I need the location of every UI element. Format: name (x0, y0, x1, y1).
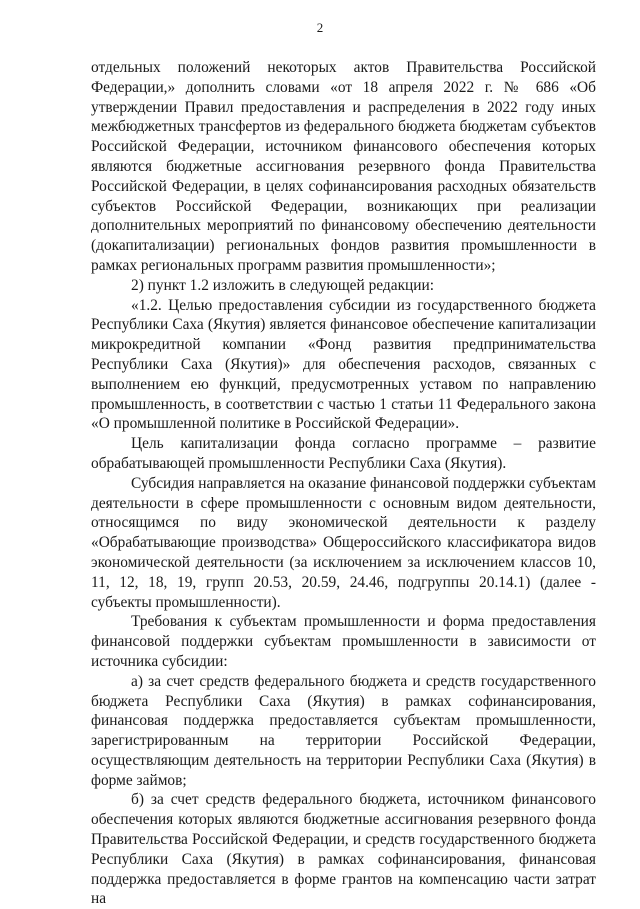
paragraph-item-2: 2) пункт 1.2 изложить в следующей редакции: (131, 276, 435, 294)
page-number: 2 (316, 20, 324, 35)
paragraph-clause-1-2: «1.2. Целью предоставления субсидии из государственного бюджета Республики Саха (Якутия) является финансовое обеспечение капитализации микрокредитной компании «Фонд развития предпринимательства Республики Саха (Якутия)» для обеспечения расходов, связанных с выполнением ею функций, предусмотренных уставом по направлению промышленность, в соответствии с частью 1 статьи 11 Федерального закона «О промышленной политике в Российской Федерации». (91, 296, 596, 433)
paragraph-continuation: отдельных положений некоторых актов Правительства Российской Федерации,» дополнить словами «от 18 апреля 2022 г. № 686 «Об утверждении Правил предоставления и распределения в 2022 году иных межбюджетных трансфертов из федерального бюджета бюджетам субъектов Российской Федерации, источником финансового обеспечения которых являются бюджетные ассигнования резервного фонда Правительства Российской Федерации, в целях софинансирования расходных обязательств субъектов Российской Федерации, возникающих при реализации дополнительных мероприятий по финансовому обеспечению деятельности (докапитализации) региональных фондов развития промышленности в рамках региональных программ развития промышленности»; (91, 59, 596, 274)
document-body (91, 58, 596, 909)
paragraph-capitalization-goal: Цель капитализации фонда согласно программе – развитие обрабатывающей промышленности Республики Саха (Якутия). (91, 435, 596, 472)
paragraph-item-b: б) за счет средств федерального бюджета, источником финансового обеспечения которых являются бюджетные ассигнования резервного фонда Правительства Российской Федерации, и средств государственного бюджета Республики Саха (Якутия) в рамках софинансирования, финансовая поддержка предоставляется в форме грантов на компенсацию части затрат на (91, 791, 596, 908)
paragraph-subsidy-purpose: Субсидия направляется на оказание финансовой поддержки субъектам деятельности в сфере промышленности с основным видом деятельности, относящимся по виду экономической деятельности к разделу «Обрабатывающие производства» Общероссийского классификатора видов экономической деятельности (за исключением за исключением классов 10, 11, 12, 18, 19, групп 20.53, 20.59, 24.46, подгруппы 20.14.1) (далее - субъекты промышленности). (91, 474, 596, 611)
paragraph-item-a: а) за счет средств федерального бюджета и средств государственного бюджета Республики Саха (Якутия) в рамках софинансирования, финансовая поддержка предоставляется субъектам промышленности, зарегистрированным на территории Российской Федерации, осуществляющим деятельность на территории Республики Саха (Якутия) в форме займов; (91, 672, 596, 789)
paragraph-requirements: Требования к субъектам промышленности и форма предоставления финансовой поддержки субъектам промышленности в зависимости от источника субсидии: (91, 613, 596, 670)
